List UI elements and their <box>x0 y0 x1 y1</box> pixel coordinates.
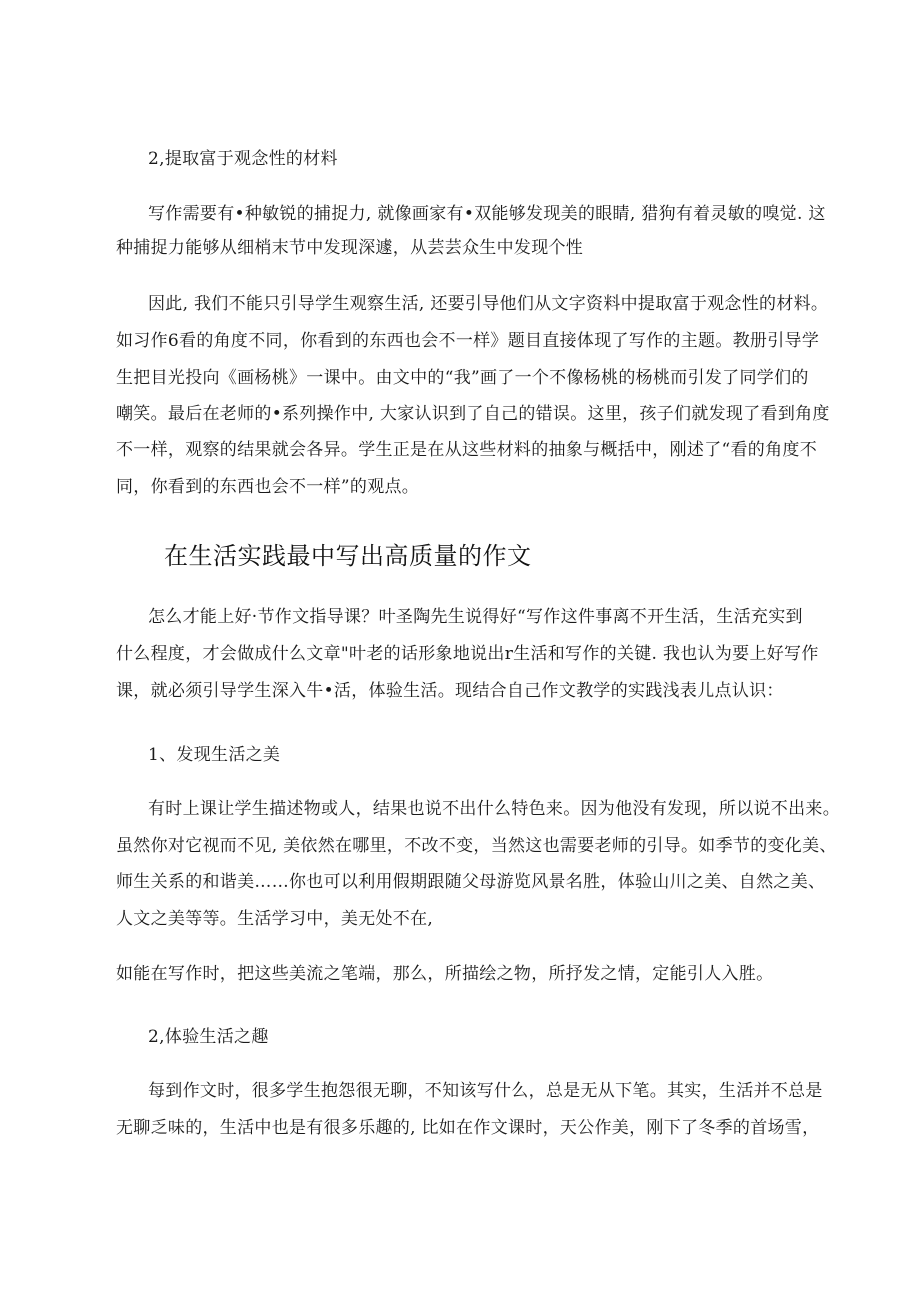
text-line: 种捕捉力能够从细梢末节中发现深遽，从芸芸众生中发现个性 <box>116 238 584 258</box>
subheading-discover-beauty: 1、发现生活之美 <box>148 745 281 765</box>
text-line: 无聊乏味的，生活中也是有很多乐趣的, 比如在作文课时，天公作美，刚下了冬季的首场雪， <box>116 1118 820 1138</box>
subheading-extract-materials: 2,提取富于观念性的材料 <box>148 149 338 169</box>
text-line: 生把目光投向《画杨桃》一课中。由文中的“我”画了一个不像杨桃的杨桃而引发了同学们的 <box>116 368 809 388</box>
text-line: 人文之美等等。生活学习中，美无处不在, <box>116 909 434 929</box>
text-line: 同，你看到的东西也会不一样”的观点。 <box>116 477 420 497</box>
text-line: 如习作6看的角度不同，你看到的东西也会不一样》题目直接体现了写作的主题。教册引导学 <box>116 331 820 351</box>
text-line: 因此, 我们不能只引导学生观察生活, 还要引导他们从文字资料中提取富于观念性的材料。 <box>148 294 829 314</box>
text-line: 虽然你对它视而不见, 美依然在哪里，不改不变，当然这也需要老师的引导。如季节的变化美、 <box>116 836 837 856</box>
text-line: 课，就必须引导学生深入牛•活，体验生活。现结合自己作文教学的实践浅表儿点认识： <box>116 681 784 701</box>
text-line: 有时上课让学生描述物或人，结果也说不出什么特色来。因为他没有发现，所以说不出来。 <box>148 799 840 819</box>
text-line: 师生关系的和谐美……你也可以利用假期跟随父母游览风景名胜，体验山川之美、自然之美、 <box>116 872 826 892</box>
text-line: 不一样，观察的结果就会各异。学生正是在从这些材料的抽象与概括中，刚述了“看的角度不 <box>116 440 817 460</box>
text-line: 什么程度，才会做成什么文章"叶老的话形象地说出r生活和写作的关键. 我也认为要上好写作 <box>116 644 819 664</box>
text-line: 写作需要有•种敏锐的捕捉力, 就像画家有•双能够发现美的眼睛, 猎狗有着灵敏的嗅觉. 这 <box>148 204 826 224</box>
text-line: 每到作文时，很多学生抱怨很无聊，不知该写什么，总是无从下笔。其实，生活并不总是 <box>148 1081 823 1101</box>
section-title: 在生活实践最中写出高质量的作文 <box>164 542 532 570</box>
subheading-experience-fun: 2,体验生活之趣 <box>148 1027 269 1047</box>
paragraph-beauty-conclusion: 如能在写作时，把这些美流之笔端，那么，所描绘之物，所抒发之情，定能引人入胜。 <box>116 964 774 984</box>
text-line: 嘲笑。最后在老师的•系列操作中, 大家认识到了自己的错误。这里，孩子们就发现了看到角度 <box>116 404 830 424</box>
text-line: 怎么才能上好·节作文指导课？叶圣陶先生说得好“写作这件事离不开生活，生活充实到 <box>148 607 803 627</box>
